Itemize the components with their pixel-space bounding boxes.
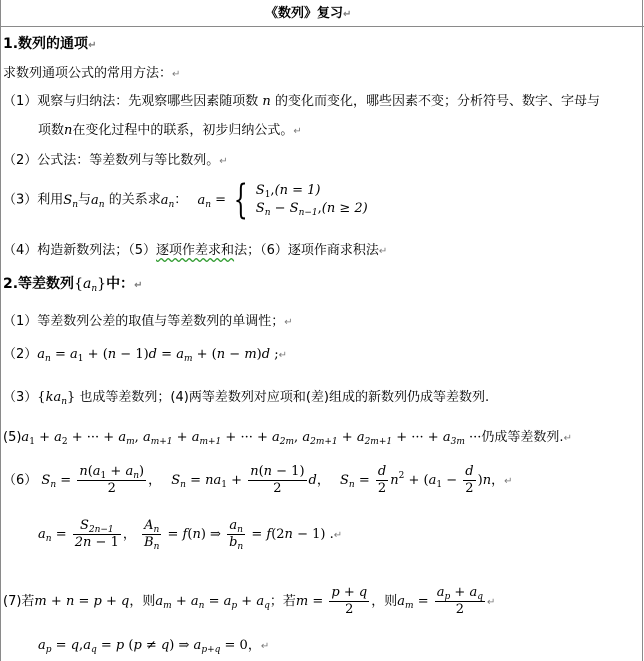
left-brace: { xyxy=(233,177,248,223)
property6-sums: （6） $S_n$ = $\frac{n(a_1 + a_n)}{2}$ ， $S_n = na_1$ + $\frac{n(n - 1)}{2}$ d， $S_n$ = $\frac{d}{2}$ $n^2 + (a_1$ − $\frac{d}{2}$ )n，↵ xyxy=(3,464,513,496)
property5: $(5)a_1 + a_2$ + ··· + $a_m$, $a_{m+1} + a_{m+1}$ + ··· + $a_{2m}$, $a_{2m+1} + a_{2m+1}$ + ··· + $a_{3m}$ ···仍成等差数列.↵ xyxy=(3,430,572,447)
table-border-right xyxy=(642,0,643,661)
method4: （4）构造新数列法；（5）逐项作差求和法；（6）逐项作商求积法↵ xyxy=(3,243,388,258)
method1-line1: （1）观察与归纳法：先观察哪些因素随项数 n 的变化而变化，哪些因素不变；分析符号、数字、字母与 xyxy=(3,94,600,109)
property7-result: $a_p = q,a_q = p$ (p ≠ q) ⇒ $a_{p+q} = 0$，↵ xyxy=(38,638,270,655)
method3: （3）利用$S_n$与$a_n$ 的关系求$a_n$： $a_n$ = { $S_1,(n = 1)$ $S_n - S_{n-1},(n \ge 2)$ xyxy=(3,177,368,223)
method2: （2）公式法：等差数列与等比数列。↵ xyxy=(3,153,228,168)
return-mark: ↵ xyxy=(343,9,352,20)
property6-ratio: $a_n$ = $\frac{S_{2n-1}}{2n - 1}$ ， $\frac{A_n}{B_n}$ = f(n) ⇒ $\frac{a_n}{b_n}$ = f(2n − 1) .↵ xyxy=(38,518,343,552)
method1-line2: 项数n在变化过程中的联系，初步归纳公式。↵ xyxy=(38,123,302,138)
page-title: 《数列》复习 xyxy=(265,6,344,21)
section2-heading: 2.等差数列$\{a_n\}$中：↵ xyxy=(3,276,143,294)
property3: $(3)\{ka_n\}$ 也成等差数列；(4)两等差数列对应项和(差)组成的新数列仍成等差数列. xyxy=(3,390,490,407)
table-border-middle xyxy=(0,26,644,27)
section1-heading: 1.数列的通项↵ xyxy=(3,36,97,52)
property1: （1）等差数列公差的取值与等差数列的单调性；↵ xyxy=(3,314,293,329)
page-title-line xyxy=(265,6,351,23)
property2: $(2)a_n = a_1 + (n - 1)d = a_m + (n - m)d$ ;↵ xyxy=(3,347,287,364)
property7: (7)若m + n = p + q，则$a_m + a_n = a_p + a_q$；若m = $\frac{p + q}{2}$ ，则$a_m$ = $\frac{a_p + a_q}{2}$ ↵ xyxy=(3,585,496,617)
section1-intro: 求数列通项公式的常用方法：↵ xyxy=(3,66,181,81)
piecewise-cases: $S_1,(n = 1)$ $S_n - S_{n-1},(n \ge 2)$ xyxy=(255,183,368,218)
table-border-left xyxy=(0,0,1,661)
